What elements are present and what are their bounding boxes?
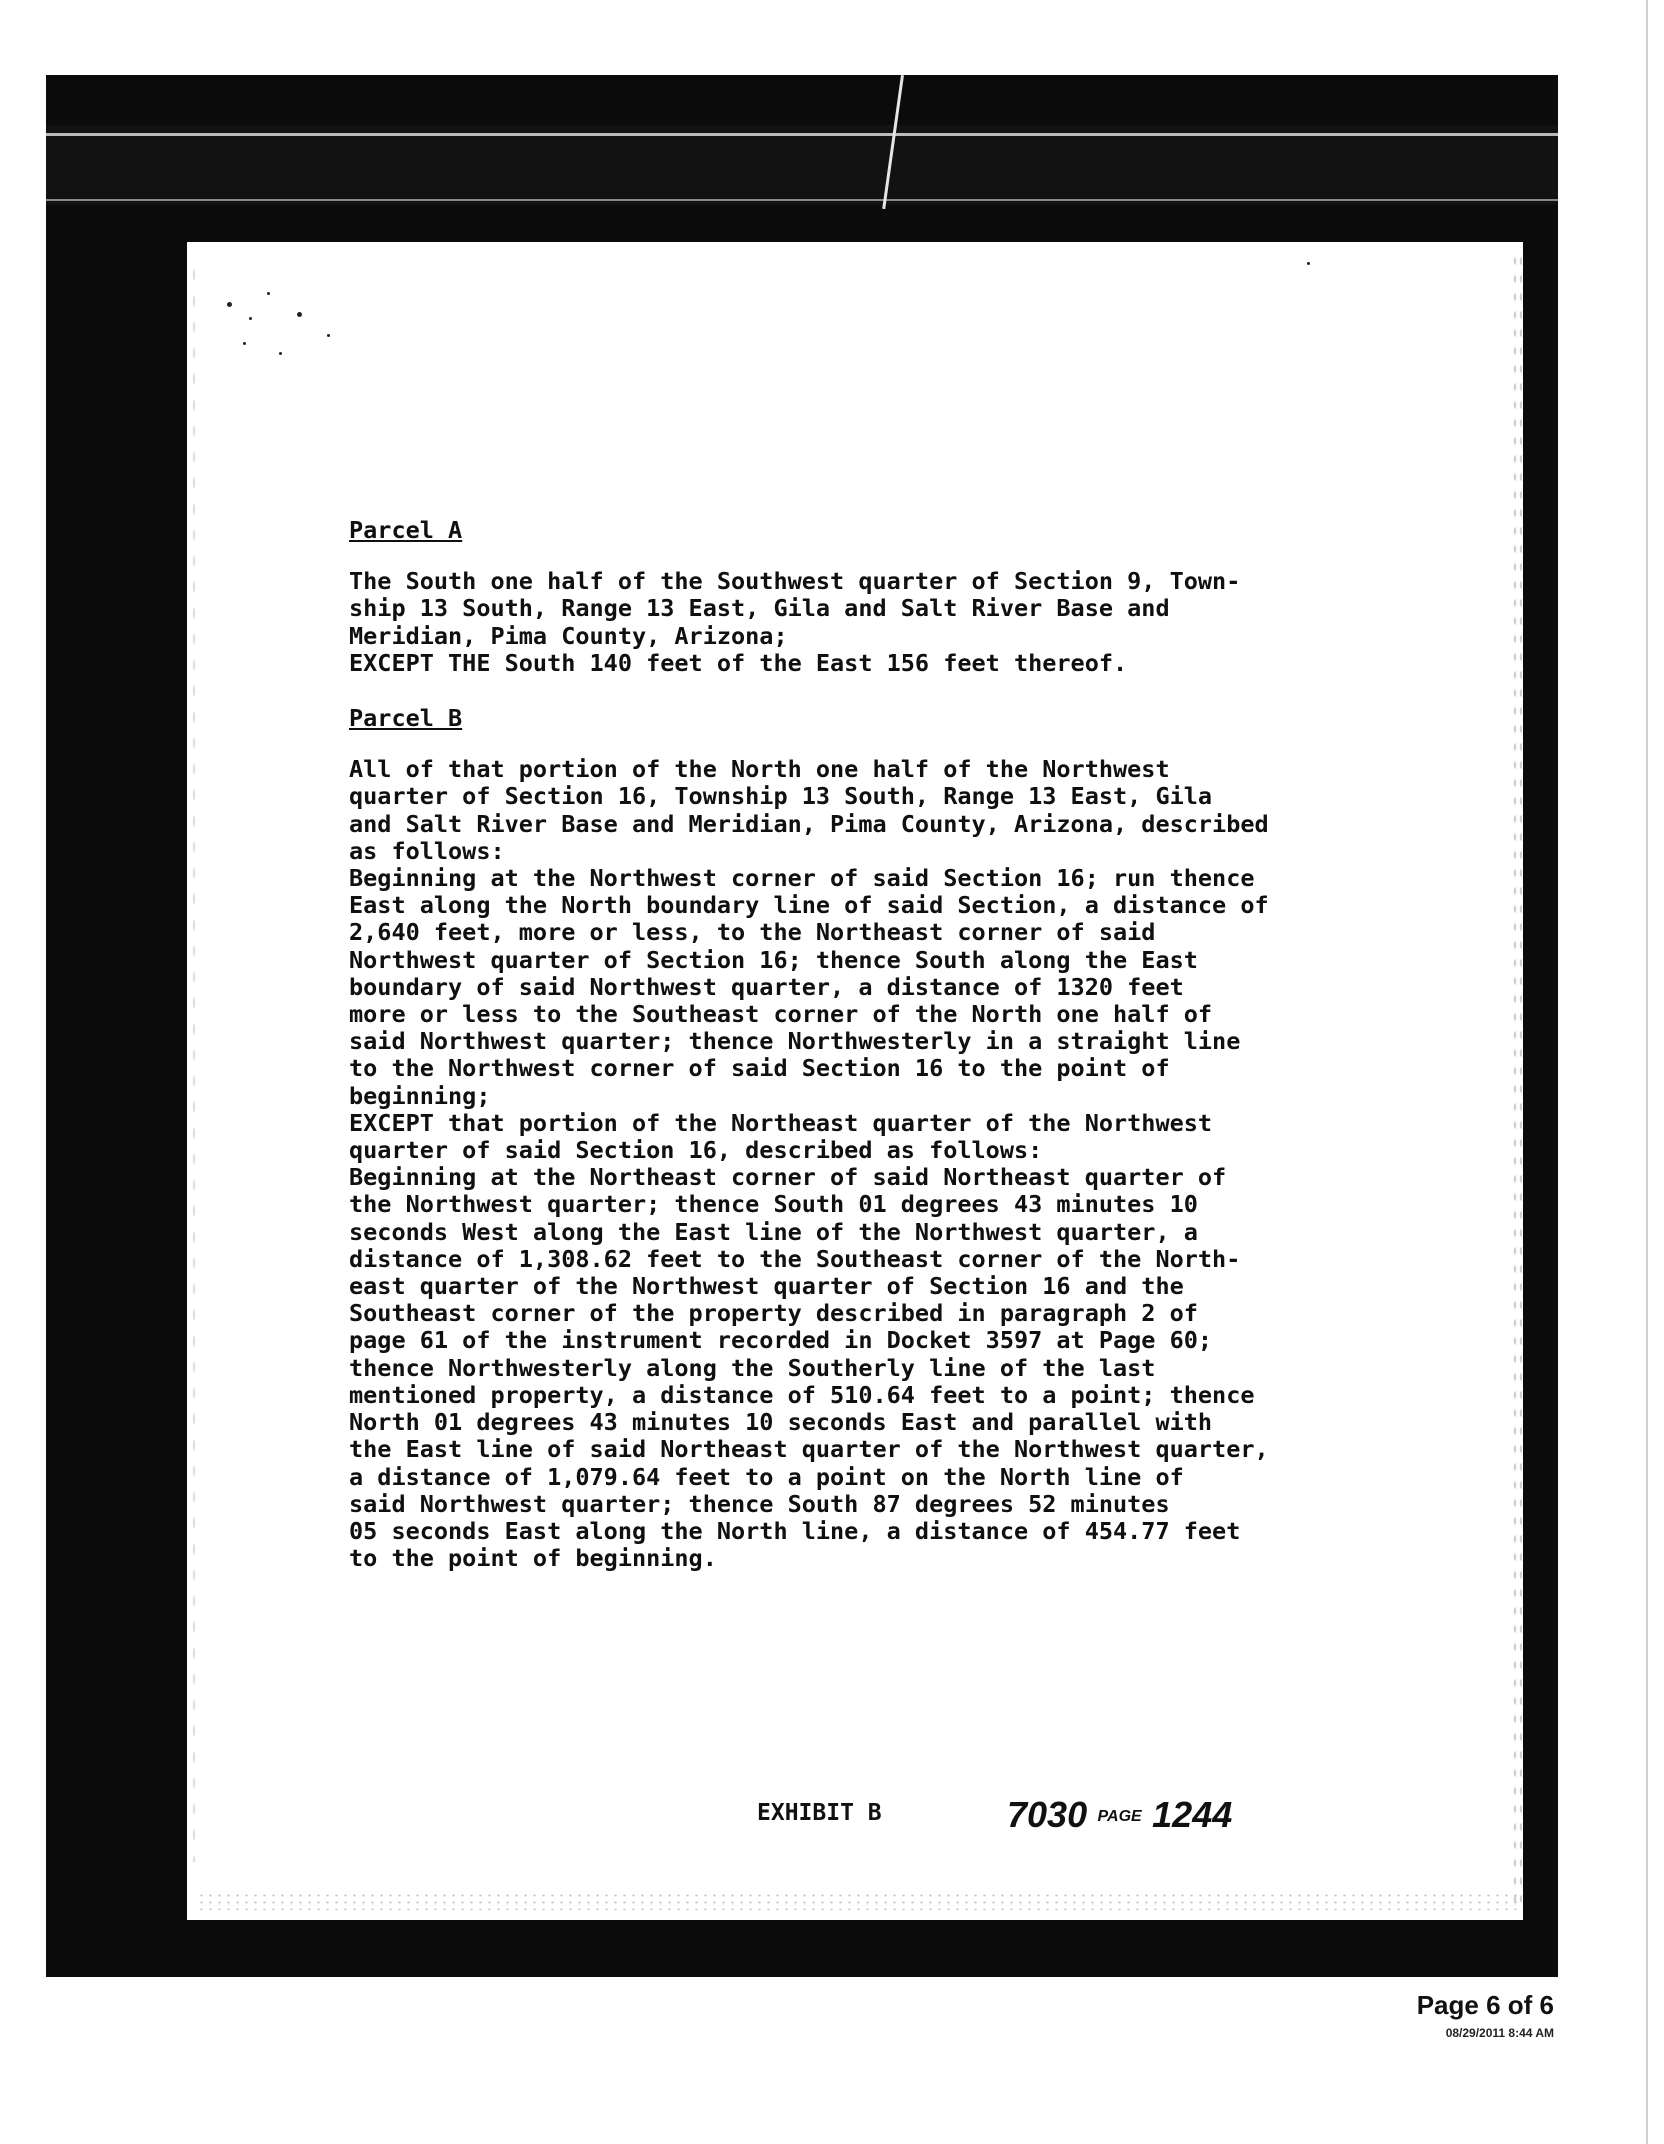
scanned-page-frame bbox=[46, 75, 1558, 1977]
scan-speck bbox=[279, 352, 282, 355]
text-line: EXCEPT THE South 140 feet of the East 156 feet thereof. bbox=[349, 648, 1128, 677]
text-line: said Northwest quarter; thence South 87 degrees 52 minutes bbox=[349, 1489, 1170, 1518]
scan-speck bbox=[1307, 262, 1310, 265]
text-line: East along the North boundary line of said Section, a distance of bbox=[349, 891, 1269, 920]
text-line: said Northwest quarter; thence Northwesterly in a straight line bbox=[349, 1027, 1241, 1056]
scan-noise-bottom bbox=[197, 1892, 1517, 1910]
text-line: Southeast corner of the property described in paragraph 2 of bbox=[349, 1299, 1198, 1328]
page-word: PAGE bbox=[1097, 1808, 1142, 1825]
text-line: distance of 1,308.62 feet to the Southeast corner of the North- bbox=[349, 1244, 1241, 1273]
text-line: seconds West along the East line of the Northwest quarter, a bbox=[349, 1217, 1198, 1246]
text-line: 2,640 feet, more or less, to the Northeast corner of said bbox=[349, 918, 1156, 947]
scan-speck bbox=[327, 334, 330, 337]
legal-description bbox=[349, 517, 1409, 1600]
text-line: and Salt River Base and Meridian, Pima County, Arizona, described bbox=[349, 809, 1269, 838]
scan-speck bbox=[297, 312, 302, 317]
scan-speck bbox=[267, 292, 270, 295]
exhibit-label: EXHIBIT B bbox=[757, 1800, 882, 1826]
parcel-b-description bbox=[349, 756, 1409, 1572]
parcel-a-description bbox=[349, 568, 1409, 677]
text-line: quarter of said Section 16, described as follows: bbox=[349, 1136, 1043, 1165]
text-line: east quarter of the Northwest quarter of Section 16 and the bbox=[349, 1272, 1184, 1301]
text-line: ship 13 South, Range 13 East, Gila and Salt River Base and bbox=[349, 594, 1170, 623]
text-line: thence Northwesterly along the Southerly line of the last bbox=[349, 1353, 1156, 1382]
text-line: mentioned property, a distance of 510.64 feet to a point; thence bbox=[349, 1380, 1255, 1409]
text-line: to the Northwest corner of said Section 16 to the point of bbox=[349, 1054, 1170, 1083]
text-line: as follows: bbox=[349, 836, 505, 865]
text-line: The South one half of the Southwest quarter of Section 9, Town- bbox=[349, 567, 1241, 596]
text-line: EXCEPT that portion of the Northeast quarter of the Northwest bbox=[349, 1108, 1213, 1137]
scan-noise-left bbox=[191, 262, 199, 1862]
print-timestamp: 08/29/2011 8:44 AM bbox=[1445, 2026, 1554, 2040]
book-number: 7030 bbox=[1007, 1794, 1088, 1835]
page-edge-rule bbox=[1646, 0, 1648, 2144]
recording-stamp bbox=[1007, 1794, 1232, 1836]
scan-speck bbox=[249, 317, 252, 320]
text-line: quarter of Section 16, Township 13 South, Range 13 East, Gila bbox=[349, 782, 1213, 811]
parcel-a-heading: Parcel A bbox=[349, 516, 463, 544]
text-line: a distance of 1,079.64 feet to a point on the North line of bbox=[349, 1462, 1184, 1491]
text-line: All of that portion of the North one half of the Northwest bbox=[349, 755, 1170, 784]
text-line: page 61 of the instrument recorded in Docket 3597 at Page 60; bbox=[349, 1326, 1213, 1355]
text-line: more or less to the Southeast corner of the North one half of bbox=[349, 1000, 1213, 1029]
text-line: the Northwest quarter; thence South 01 degrees 43 minutes 10 bbox=[349, 1190, 1198, 1219]
text-line: boundary of said Northwest quarter, a distance of 1320 feet bbox=[349, 972, 1184, 1001]
scan-noise-right bbox=[1512, 252, 1522, 1902]
scan-header-line bbox=[46, 133, 1558, 136]
text-line: Northwest quarter of Section 16; thence South along the East bbox=[349, 945, 1198, 974]
parcel-b-heading: Parcel B bbox=[349, 704, 463, 733]
scan-speck bbox=[227, 302, 232, 307]
text-line: the East line of said Northeast quarter of the Northwest quarter, bbox=[349, 1435, 1269, 1464]
scan-header-band bbox=[46, 125, 1558, 205]
document-paper bbox=[187, 242, 1523, 1920]
text-line: Beginning at the Northeast corner of said Northeast quarter of bbox=[349, 1163, 1227, 1192]
scan-speck bbox=[243, 342, 246, 345]
page-indicator: Page 6 of 6 bbox=[1416, 1990, 1554, 2020]
recording-page-number: 1244 bbox=[1152, 1794, 1233, 1835]
text-line: to the point of beginning. bbox=[349, 1544, 717, 1573]
text-line: Beginning at the Northwest corner of said Section 16; run thence bbox=[349, 864, 1255, 893]
text-line: beginning; bbox=[349, 1081, 491, 1110]
text-line: 05 seconds East along the North line, a distance of 454.77 feet bbox=[349, 1516, 1241, 1545]
text-line: Meridian, Pima County, Arizona; bbox=[349, 621, 788, 650]
text-line: North 01 degrees 43 minutes 10 seconds East and parallel with bbox=[349, 1408, 1213, 1437]
scan-header-line bbox=[46, 199, 1558, 201]
